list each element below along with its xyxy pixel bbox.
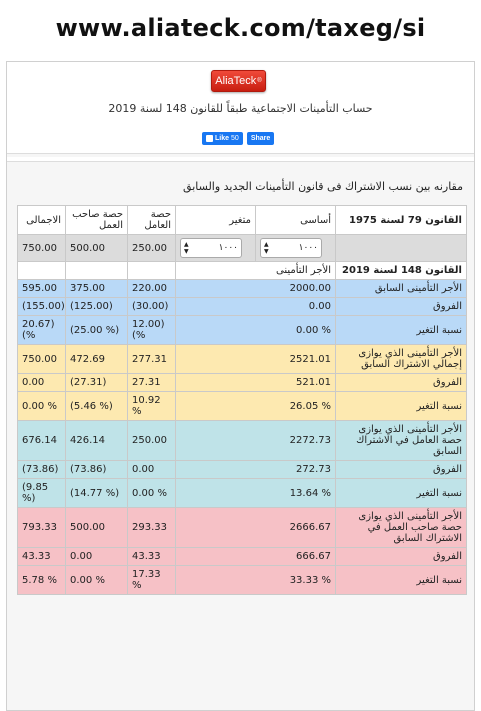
row-label: الأجر التأمينى الذي يوازى حصة العامل في الاشتراك السابق [336, 421, 467, 461]
row-worker-share: 10.92 % [128, 392, 176, 421]
law79-total: 750.00 [18, 235, 66, 262]
row-worker-share: 43.33 [128, 548, 176, 566]
row-total: 20.67) (% [18, 316, 66, 345]
law148-label: القانون 148 لسنة 2019 [336, 262, 467, 280]
row-employer-share: 500.00 [66, 508, 128, 548]
thumbs-up-icon [206, 135, 213, 142]
like-count: 50 [231, 135, 239, 142]
law79-worker: 250.00 [128, 235, 176, 262]
law79-row [18, 235, 467, 262]
col-basic-header: أساسى [256, 206, 336, 235]
row-insured-wage: 2666.67 [176, 508, 336, 548]
table-row [18, 479, 467, 508]
insured-wage-header: الأجر التأمينى [176, 262, 336, 280]
variable-wage-cell [176, 235, 256, 262]
row-insured-wage: 0.00 [176, 298, 336, 316]
row-worker-share: 277.31 [128, 345, 176, 374]
row-worker-share: 12.00) (% [128, 316, 176, 345]
row-insured-wage: 2521.01 [176, 345, 336, 374]
empty-cell [66, 262, 128, 280]
comparison-rows [18, 280, 467, 595]
row-insured-wage: 33.33 % [176, 566, 336, 595]
basic-wage-cell [256, 235, 336, 262]
table-row [18, 508, 467, 548]
row-employer-share: 0.00 [66, 548, 128, 566]
table-row [18, 374, 467, 392]
row-label: الفروق [336, 548, 467, 566]
facebook-like-button[interactable] [202, 132, 243, 145]
stepper-arrows-icon[interactable]: ▲ ▼ [184, 241, 189, 255]
row-total: (155.00) [18, 298, 66, 316]
law79-label: القانون 79 لسنة 1975 [336, 206, 467, 235]
row-label: نسبة التغير [336, 566, 467, 595]
social-share-row [202, 132, 274, 145]
basic-wage-stepper[interactable] [260, 238, 322, 258]
table-row [18, 298, 467, 316]
row-insured-wage: 13.64 % [176, 479, 336, 508]
table-row [18, 392, 467, 421]
law79-empty-cell [336, 235, 467, 262]
table-header-row [18, 206, 467, 235]
row-total: 793.33 [18, 508, 66, 548]
variable-wage-stepper[interactable] [180, 238, 242, 258]
table-row [18, 566, 467, 595]
col-total-header: الاجمالى [18, 206, 66, 235]
row-label: الفروق [336, 374, 467, 392]
row-label: الأجر التأمينى الذي يوازى حصة صاحب العمل في الاشتراك السابق [336, 508, 467, 548]
row-worker-share: 220.00 [128, 280, 176, 298]
registered-mark: ® [257, 78, 262, 84]
row-label: الأجر التأمينى الذي يوازى إجمالي الاشتراك السابق [336, 345, 467, 374]
row-label: الفروق [336, 461, 467, 479]
table-row [18, 548, 467, 566]
variable-wage-value: ١٠٠٠ [218, 243, 238, 253]
row-label: نسبة التغير [336, 316, 467, 345]
row-insured-wage: 272.73 [176, 461, 336, 479]
table-row [18, 316, 467, 345]
stepper-arrows-icon[interactable]: ▲ ▼ [264, 241, 269, 255]
table-row [18, 421, 467, 461]
law79-employer: 500.00 [66, 235, 128, 262]
share-label: Share [250, 135, 271, 142]
law148-header-row [18, 262, 467, 280]
row-worker-share: 27.31 [128, 374, 176, 392]
col-variable-header: متغير [176, 206, 256, 235]
col-employer-share-header: حصة صاحب العمل [66, 206, 128, 235]
row-total: 676.14 [18, 421, 66, 461]
row-total: 595.00 [18, 280, 66, 298]
row-employer-share: (25.00 %) [66, 316, 128, 345]
row-total: 750.00 [18, 345, 66, 374]
row-insured-wage: 2272.73 [176, 421, 336, 461]
row-total: (9.85 %) [18, 479, 66, 508]
row-insured-wage: 0.00 % [176, 316, 336, 345]
aliateck-logo[interactable] [211, 70, 266, 92]
row-insured-wage: 2000.00 [176, 280, 336, 298]
row-employer-share: (5.46 %) [66, 392, 128, 421]
row-worker-share: 17.33 % [128, 566, 176, 595]
row-insured-wage: 666.67 [176, 548, 336, 566]
row-total: 5.78 % [18, 566, 66, 595]
row-insured-wage: 26.05 % [176, 392, 336, 421]
header-card [7, 62, 474, 154]
row-worker-share: 0.00 % [128, 479, 176, 508]
row-label: نسبة التغير [336, 479, 467, 508]
row-total: (73.86) [18, 461, 66, 479]
row-employer-share: (125.00) [66, 298, 128, 316]
row-label: الأجر التأمينى السابق [336, 280, 467, 298]
col-worker-share-header: حصة العامل [128, 206, 176, 235]
comparison-title: مقارنه بين نسب الاشتراك فى قانون التأمينات الجديد والسابق [183, 180, 463, 193]
comparison-table [17, 205, 467, 595]
row-worker-share: (30.00) [128, 298, 176, 316]
row-employer-share: (27.31) [66, 374, 128, 392]
row-total: 43.33 [18, 548, 66, 566]
row-worker-share: 0.00 [128, 461, 176, 479]
logo-text: AliaTeck [215, 75, 257, 87]
table-row [18, 280, 467, 298]
row-label: الفروق [336, 298, 467, 316]
row-employer-share: 0.00 % [66, 566, 128, 595]
separator-card [7, 157, 474, 162]
row-worker-share: 250.00 [128, 421, 176, 461]
row-label: نسبة التغير [336, 392, 467, 421]
empty-cell [18, 262, 66, 280]
row-total: 0.00 [18, 374, 66, 392]
row-employer-share: 426.14 [66, 421, 128, 461]
table-row [18, 461, 467, 479]
row-employer-share: (14.77 %) [66, 479, 128, 508]
row-employer-share: 472.69 [66, 345, 128, 374]
like-label: Like [215, 135, 230, 142]
row-employer-share: (73.86) [66, 461, 128, 479]
basic-wage-value: ١٠٠٠ [298, 243, 318, 253]
row-worker-share: 293.33 [128, 508, 176, 548]
row-employer-share: 375.00 [66, 280, 128, 298]
app-frame [6, 61, 475, 711]
empty-cell [128, 262, 176, 280]
row-insured-wage: 521.01 [176, 374, 336, 392]
table-row [18, 345, 467, 374]
url-banner: www.aliateck.com/taxeg/si [55, 14, 426, 42]
facebook-share-button[interactable] [247, 132, 274, 145]
page-subtitle: حساب التأمينات الاجتماعية طبقاً للقانون 148 لسنة 2019 [108, 102, 373, 115]
row-total: 0.00 % [18, 392, 66, 421]
